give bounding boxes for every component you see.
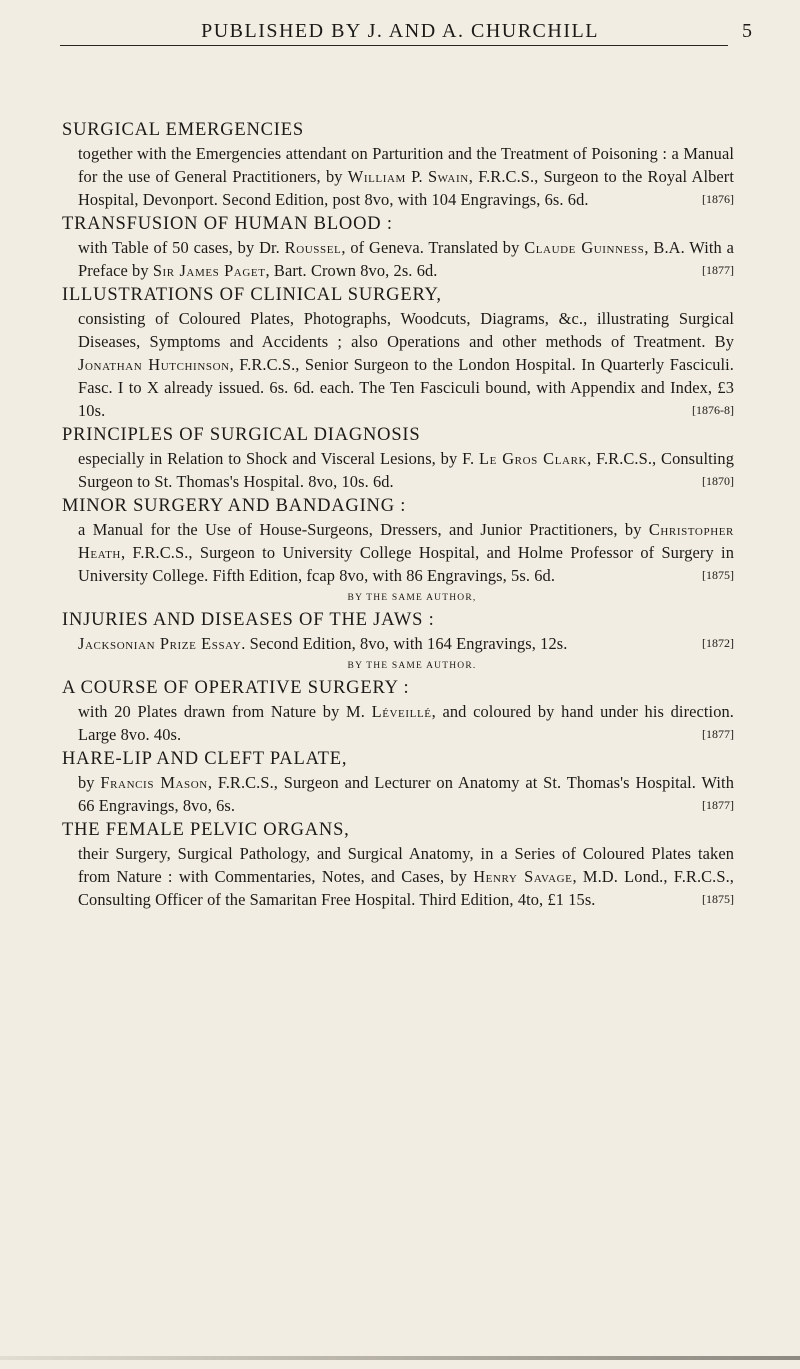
entry-title: A COURSE OF OPERATIVE SURGERY : [62, 678, 410, 698]
entry-title: THE FEMALE PELVIC ORGANS, [62, 820, 350, 840]
description-text: , F.R.C.S., Consulting Surgeon to St. Thomas's Hospital. 8vo, 10s. 6d. [78, 449, 734, 491]
entry-title: ILLUSTRATIONS OF CLINICAL SURGERY, [62, 285, 442, 305]
author-name: Roussel [284, 238, 342, 257]
description-text: especially in Relation to Shock and Visceral Lesions, by F. [78, 449, 479, 468]
running-title: PUBLISHED BY J. AND A. CHURCHILL [201, 20, 599, 42]
author-name: Jonathan Hutchinson [78, 355, 230, 374]
catalogue-entry [62, 495, 762, 607]
illustrator-name: Léveillé [371, 702, 432, 721]
description-text: , F.R.C.S., Surgeon to University College Hospital, and Holme Professor of Surgery in University College. Fifth Edition, fcap 8vo, with 86 Engravings, 5s. 6d. [78, 543, 734, 585]
entry-description [78, 842, 734, 911]
author-name: Francis Mason [100, 773, 208, 792]
description-text: , B.A. With a Preface by [78, 238, 734, 280]
entry-title: INJURIES AND DISEASES OF THE JAWS : [62, 610, 435, 630]
catalogue-entry [62, 119, 762, 211]
description-text: , and coloured by hand under his direction. Large 8vo. 40s. [78, 702, 734, 744]
author-name: Christopher Heath [78, 520, 734, 562]
publication-year: [1877] [702, 263, 734, 277]
page-edge-shadow [0, 1356, 800, 1360]
catalogue-entry [62, 424, 762, 493]
description-text: , M.D. Lond., F.R.C.S., Consulting Officer of the Samaritan Free Hospital. Third Edition, 4to, £1 15s. [78, 867, 734, 909]
description-text: consisting of Coloured Plates, Photographs, Woodcuts, Diagrams, &c., illustrating Surgical Diseases, Symptoms and Accidents ; also Operations and other methods of Treatment. By [78, 309, 734, 351]
entry-description [78, 236, 734, 282]
description-text: together with the Emergencies attendant on Parturition and the Treatment of Poisoning : a Manual for the use of General Practitioners, by [78, 144, 734, 186]
description-text: , of Geneva. Translated by [341, 238, 525, 257]
description-text: by [78, 773, 101, 792]
description-text: with 20 Plates drawn from Nature by M. [78, 702, 372, 721]
description-text: their Surgery, Surgical Pathology, and Surgical Anatomy, in a Series of Coloured Plates taken from Nature : with Commentaries, Notes, and Cases, by [78, 844, 734, 886]
publication-year: [1876] [702, 192, 734, 206]
entry-title: PRINCIPLES OF SURGICAL DIAGNOSIS [62, 425, 421, 445]
description-text: . Second Edition, 8vo, with 164 Engravings, 12s. [241, 634, 568, 653]
entry-description [78, 142, 734, 211]
description-text: , Bart. Crown 8vo, 2s. 6d. [265, 261, 438, 280]
entry-description [78, 307, 734, 422]
catalogue-entry [62, 748, 762, 817]
catalogue-entry [62, 677, 762, 746]
author-name: Le Gros Clark [479, 449, 588, 468]
entry-description [78, 632, 734, 655]
catalogue-entry [62, 609, 762, 675]
publication-year: [1876-8] [692, 403, 734, 417]
same-author-note: BY THE SAME AUTHOR, [347, 593, 477, 603]
catalogue-entry [62, 819, 762, 911]
publication-year: [1872] [702, 636, 734, 650]
entry-title: SURGICAL EMERGENCIES [62, 120, 304, 140]
running-head [40, 20, 760, 60]
description-text: P. [405, 167, 428, 186]
publication-year: [1877] [702, 727, 734, 741]
entry-description [78, 700, 734, 746]
publication-year: [1875] [702, 568, 734, 582]
catalogue-entry [62, 213, 762, 282]
entry-description [78, 447, 734, 493]
author-name: Swain [427, 167, 469, 186]
description-text: with Table of 50 cases, by Dr. [78, 238, 285, 257]
header-rule [60, 45, 728, 46]
page-number: 5 [742, 20, 752, 42]
author-name: Henry Savage [473, 867, 573, 886]
same-author-note: BY THE SAME AUTHOR. [347, 661, 477, 671]
entry-description [78, 771, 734, 817]
entry-title: TRANSFUSION OF HUMAN BLOOD : [62, 214, 393, 234]
catalogue-list [62, 119, 762, 913]
publication-year: [1870] [702, 474, 734, 488]
entry-title: HARE-LIP AND CLEFT PALATE, [62, 749, 348, 769]
preface-author-name: Sir James Paget [152, 261, 266, 280]
entry-description [78, 518, 734, 587]
prize-name: Jacksonian Prize Essay [78, 634, 242, 653]
publication-year: [1877] [702, 798, 734, 812]
catalogue-entry [62, 284, 762, 422]
entry-title: MINOR SURGERY AND BANDAGING : [62, 496, 407, 516]
description-text: , F.R.C.S., Senior Surgeon to the London Hospital. In Quarterly Fasciculi. Fasc. I to X already issued. 6s. 6d. each. The Ten Fasciculi bound, with Appendix and Index, £3 10s. [78, 355, 734, 420]
author-name: William [347, 167, 406, 186]
publication-year: [1875] [702, 892, 734, 906]
description-text: , F.R.C.S., Surgeon to the Royal Albert Hospital, Devonport. Second Edition, post 8vo, with 104 Engravings, 6s. 6d. [78, 167, 734, 209]
description-text: , F.R.C.S., Surgeon and Lecturer on Anatomy at St. Thomas's Hospital. With 66 Engravings, 8vo, 6s. [78, 773, 734, 815]
description-text: a Manual for the Use of House-Surgeons, Dressers, and Junior Practitioners, by [78, 520, 649, 539]
translator-name: Claude Guinness [524, 238, 645, 257]
